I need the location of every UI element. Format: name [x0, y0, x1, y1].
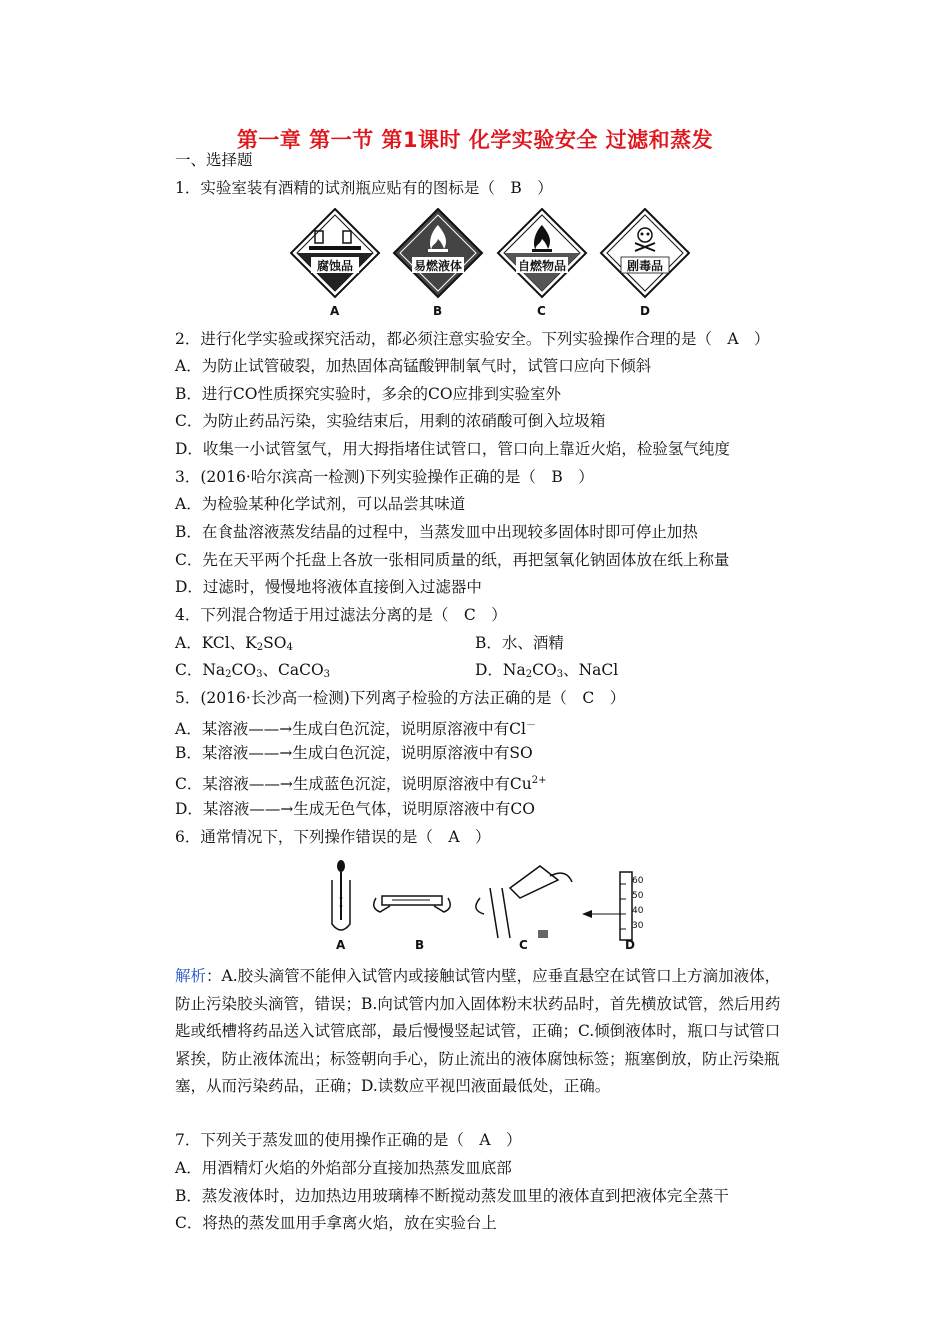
sign-letter-b: B — [433, 304, 443, 318]
q3-option-a: A．为检验某种化学试剂，可以品尝其味道 — [175, 495, 466, 513]
sign-letter-c: C — [537, 304, 546, 318]
dropper-in-tube-icon — [332, 860, 350, 930]
sign-text-a: 腐蚀品 — [317, 259, 354, 273]
q3-option-d: D．过滤时，慢慢地将液体直接倒入过滤器中 — [175, 578, 482, 596]
q7-option-b: B．蒸发液体时，边加热边用玻璃棒不断搅动蒸发皿里的液体直到把液体完全蒸干 — [175, 1187, 729, 1205]
q3-option-c: C．先在天平两个托盘上各放一张相同质量的纸，再把氢氧化钠固体放在纸上称量 — [175, 551, 730, 569]
question-5: 5．(2016·长沙高一检测)下列离子检验的方法正确的是（ C ） — [175, 689, 626, 707]
scale-50: 50 — [632, 891, 644, 901]
q2-option-c: C．为防止药品污染，实验结束后，用剩的浓硝酸可倒入垃圾箱 — [175, 412, 606, 430]
q7-option-a: A．用酒精灯火焰的外焰部分直接加热蒸发皿底部 — [175, 1159, 512, 1177]
question-2: 2．进行化学实验或探究活动，都必须注意实验安全。下列实验操作合理的是（ A ） — [175, 330, 770, 348]
question-6: 6．通常情况下，下列操作错误的是（ A ） — [175, 828, 491, 846]
scale-60: 60 — [632, 876, 644, 886]
q2-option-b: B．进行CO性质探究实验时，多余的CO应排到实验室外 — [175, 385, 562, 403]
pouring-liquid-icon — [476, 866, 572, 938]
corrosive-sign-icon — [291, 209, 379, 297]
q5-option-c: C．某溶液——→生成蓝色沉淀，说明原溶液中有$Cu^{2+}$ — [175, 775, 547, 793]
q7-option-c: C．将热的蒸发皿用手拿离火焰，放在实验台上 — [175, 1214, 497, 1232]
section-heading: 一、选择题 — [175, 151, 253, 169]
hazard-signs-figure — [290, 208, 690, 320]
analysis-text: ：A.胶头滴管不能伸入试管内或接触试管内壁，应垂直悬空在试管口上方滴加液体，防止污染胶头滴管，错误；B.向试管内加入固体粉末状药品时，首先横放试管，然后用药匙或纸槽将药品送入试管底部，最后慢慢竖起试管，正确；C.倾倒液体时，瓶口与试管口紧挨，防止液体流出；标签朝向手心，防止流出的液体腐蚀标签；瓶塞倒放，防止污染瓶塞，从而污染药品，正确；D.读数应平视凹液面最低处，正确。 — [175, 967, 781, 1095]
sign-letter-a: A — [330, 304, 340, 318]
measuring-cylinder-icon — [590, 872, 632, 940]
spontaneous-combustion-sign-icon — [498, 209, 586, 297]
question-1: 1．实验室装有酒精的试剂瓶应贴有的图标是（ B ） — [175, 179, 553, 197]
toxic-sign-icon — [601, 209, 689, 297]
question-3: 3．(2016·哈尔滨高一检测)下列实验操作正确的是（ B ） — [175, 468, 594, 486]
horizontal-tube-icon — [374, 896, 451, 912]
scale-30: 30 — [632, 921, 644, 931]
q2-option-a: A．为防止试管破裂，加热固体高锰酸钾制氧气时，试管口应向下倾斜 — [175, 357, 652, 375]
q6-letter-a: A — [336, 938, 346, 952]
sign-text-d: 剧毒品 — [627, 259, 664, 273]
q2-option-d: D．收集一小试管氢气，用大拇指堵住试管口，管口向上靠近火焰，检验氢气纯度 — [175, 440, 730, 458]
q4-option-d: D．$Na_2CO_3$、NaCl — [475, 661, 619, 680]
sign-text-b: 易燃液体 — [414, 259, 463, 273]
sign-letter-d: D — [640, 304, 650, 318]
lab-operations-figure — [320, 858, 650, 956]
q5-option-b: B．某溶液——→生成白色沉淀，说明原溶液中有SO — [175, 744, 533, 762]
scale-40: 40 — [632, 906, 644, 916]
page-title: 第一章 第一节 第1课时 化学实验安全 过滤和蒸发 — [236, 128, 714, 152]
q3-option-b: B．在食盐溶液蒸发结晶的过程中，当蒸发皿中出现较多固体时即可停止加热 — [175, 523, 698, 541]
analysis-label: 解析 — [175, 967, 207, 985]
q5-option-a: A．某溶液——→生成白色沉淀，说明原溶液中有Cl－ — [175, 720, 536, 738]
q6-letter-c: C — [519, 938, 528, 952]
question-7: 7．下列关于蒸发皿的使用操作正确的是（ A ） — [175, 1131, 522, 1149]
q4-option-b: B．水、酒精 — [475, 634, 564, 652]
analysis-paragraph — [175, 963, 795, 1101]
q4-option-a: A．KCl、$K_2SO_4$ — [175, 634, 293, 653]
eye-icon — [582, 910, 592, 918]
flammable-liquid-sign-icon — [394, 209, 482, 297]
q6-letter-d: D — [625, 938, 635, 952]
question-4: 4．下列混合物适于用过滤法分离的是（ C ） — [175, 606, 507, 624]
q4-option-c: C．$Na_2CO_3$、CaCO$_3$ — [175, 661, 331, 680]
q6-letter-b: B — [415, 938, 425, 952]
q5-option-d: D．某溶液——→生成无色气体，说明原溶液中有CO — [175, 800, 535, 818]
sign-text-c: 自燃物品 — [518, 259, 567, 273]
